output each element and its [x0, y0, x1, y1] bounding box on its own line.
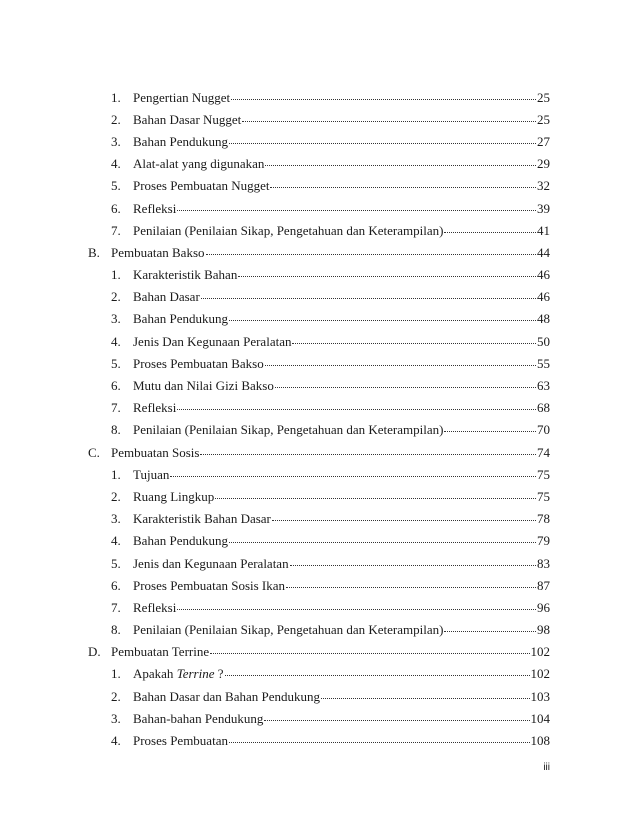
toc-entry-page: 25	[537, 111, 550, 127]
toc-entry	[133, 113, 550, 126]
toc-entry-number: 7.	[111, 599, 121, 615]
toc-entry-row	[0, 219, 638, 241]
toc-entry	[133, 534, 550, 547]
toc-entry-title	[133, 379, 274, 392]
toc-entry-title-text: Proses Pembuatan	[133, 733, 228, 749]
toc-entry-title	[133, 357, 264, 370]
toc-entry-row	[0, 108, 638, 130]
toc-entry-title	[133, 91, 230, 104]
toc-entry-number: 2.	[111, 688, 121, 704]
dot-leader	[231, 99, 536, 100]
toc-entry-number: 4.	[111, 156, 121, 172]
toc-entry-number: 5.	[111, 355, 121, 371]
dot-leader	[229, 742, 530, 743]
toc-entry	[133, 91, 550, 104]
toc-entry-title-text: Penilaian (Penilaian Sikap, Pengetahuan dan Keterampilan)	[133, 622, 444, 638]
toc-entry-title-text: Alat-alat yang digunakan	[133, 156, 265, 172]
toc-entry-row	[0, 463, 638, 485]
toc-entry-title	[133, 490, 214, 503]
toc-entry-number: 1.	[111, 466, 121, 482]
toc-entry-page: 98	[537, 622, 550, 638]
toc-entry-number: 6.	[111, 200, 121, 216]
toc-entry-page: 46	[537, 289, 550, 305]
toc-entry-title-text: Penilaian (Penilaian Sikap, Pengetahuan dan Keterampilan)	[133, 222, 444, 238]
toc-entry-title-suffix: ?	[214, 666, 224, 682]
toc-entry-number: 6.	[111, 577, 121, 593]
toc-entry-page: 27	[537, 133, 550, 149]
toc-entry	[133, 579, 550, 592]
toc-entry-title	[133, 157, 264, 170]
dot-leader	[444, 431, 536, 432]
toc-entry-title-text: Bahan Pendukung	[133, 311, 228, 327]
toc-entry	[133, 423, 550, 436]
toc-entry-number: 2.	[111, 111, 121, 127]
toc-entry-page: 75	[537, 466, 550, 482]
dot-leader	[321, 698, 529, 699]
toc-entry-page: 104	[530, 710, 550, 726]
toc-entry-number: 8.	[111, 622, 121, 638]
toc-entry-title-text: Bahan-bahan Pendukung	[133, 710, 264, 726]
toc-entry-number: 3.	[111, 511, 121, 527]
toc-entry-row	[0, 685, 638, 707]
toc-entry-title	[133, 113, 241, 126]
toc-entry-number: 2.	[111, 289, 121, 305]
toc-entry-number: 7.	[111, 400, 121, 416]
toc-entry-title-text: Karakteristik Bahan Dasar	[133, 511, 271, 527]
toc-entry-row	[0, 530, 638, 552]
toc-entry	[133, 290, 550, 303]
toc-entry-title-text: Pembuatan Sosis	[111, 444, 200, 460]
toc-entry-title-text: Refleksi	[133, 200, 177, 216]
toc-entry-page: 75	[537, 488, 550, 504]
toc-entry-title-text: Bahan Dasar Nugget	[133, 111, 242, 127]
toc-entry-page: 48	[537, 311, 550, 327]
toc-entry-number: 3.	[111, 133, 121, 149]
toc-entry-page: 108	[530, 733, 550, 749]
toc-entry-title-text: Bahan Dasar dan Bahan Pendukung	[133, 688, 321, 704]
toc-entry-title	[133, 712, 263, 725]
toc-entry	[133, 157, 550, 170]
toc-entry-title	[133, 290, 200, 303]
dot-leader	[272, 520, 536, 521]
toc-entry-row	[0, 153, 638, 175]
toc-entry-number: 1.	[111, 666, 121, 682]
toc-entry-row	[0, 374, 638, 396]
toc-entry	[133, 601, 550, 614]
toc-entry-title	[133, 667, 224, 680]
dot-leader	[177, 609, 536, 610]
toc-entry-row	[0, 485, 638, 507]
toc-entry-row	[0, 574, 638, 596]
toc-entry	[133, 734, 550, 747]
toc-entry-row	[0, 197, 638, 219]
toc-entry-title	[133, 690, 320, 703]
toc-entry-number: 6.	[111, 378, 121, 394]
dot-leader	[229, 542, 536, 543]
toc-entry-title-text: Pembuatan Terrine	[111, 644, 210, 660]
toc-entry	[133, 712, 550, 725]
toc-section-row	[0, 441, 638, 463]
toc-entry-page: 102	[530, 644, 550, 660]
toc-entry-title-text: Refleksi	[133, 400, 177, 416]
toc-entry-title	[133, 401, 176, 414]
table-of-contents	[0, 86, 638, 752]
toc-entry-row	[0, 419, 638, 441]
dot-leader	[265, 165, 536, 166]
dot-leader	[170, 476, 536, 477]
toc-entry-page: 79	[537, 533, 550, 549]
toc-entry-title-text: Bahan Dasar	[133, 289, 200, 305]
toc-entry-page: 39	[537, 200, 550, 216]
toc-entry-page: 55	[537, 355, 550, 371]
toc-entry-title-text: Ruang Lingkup	[133, 488, 215, 504]
toc-entry-title	[111, 645, 209, 658]
toc-entry-title	[133, 557, 289, 570]
dot-leader	[210, 653, 529, 654]
toc-entry-title	[133, 224, 443, 237]
dot-leader	[177, 409, 536, 410]
toc-entry-number: 5.	[111, 178, 121, 194]
toc-entry-title	[133, 179, 269, 192]
toc-entry	[133, 667, 550, 680]
toc-entry-number: 4.	[111, 333, 121, 349]
toc-section-row	[0, 241, 638, 263]
toc-section-row	[0, 641, 638, 663]
toc-entry-page: 74	[537, 444, 550, 460]
toc-entry-page: 46	[537, 267, 550, 283]
toc-entry-row	[0, 552, 638, 574]
toc-entry-page: 41	[537, 222, 550, 238]
toc-entry-number: 7.	[111, 222, 121, 238]
toc-entry-page: 68	[537, 400, 550, 416]
toc-entry-title-text: Pembuatan Bakso	[111, 244, 205, 260]
toc-entry-title	[133, 534, 228, 547]
toc-entry-title-text: Bahan Pendukung	[133, 133, 228, 149]
toc-entry-number: 3.	[111, 311, 121, 327]
dot-leader	[200, 454, 536, 455]
dot-leader	[444, 232, 536, 233]
toc-entry-title-text: Proses Pembuatan Bakso	[133, 355, 264, 371]
toc-entry-title-text: Refleksi	[133, 599, 177, 615]
toc-entry-page: 44	[537, 244, 550, 260]
toc-entry	[133, 623, 550, 636]
toc-entry	[133, 224, 550, 237]
toc-entry	[133, 468, 550, 481]
toc-entry-page: 50	[537, 333, 550, 349]
toc-entry	[111, 645, 550, 658]
toc-entry-row	[0, 286, 638, 308]
dot-leader	[206, 254, 536, 255]
toc-entry-title	[133, 202, 176, 215]
toc-entry-row	[0, 397, 638, 419]
toc-entry-title-text: Pengertian Nugget	[133, 89, 231, 105]
toc-entry	[133, 357, 550, 370]
toc-entry-page: 102	[530, 666, 550, 682]
toc-entry-page: 96	[537, 599, 550, 615]
dot-leader	[242, 121, 536, 122]
toc-entry-title-text: Mutu dan Nilai Gizi Bakso	[133, 378, 274, 394]
toc-entry-row	[0, 175, 638, 197]
toc-entry	[133, 490, 550, 503]
toc-entry-row	[0, 508, 638, 530]
toc-entry-title-text: Apakah	[133, 666, 177, 682]
toc-entry-title	[133, 312, 228, 325]
dot-leader	[275, 387, 536, 388]
toc-entry-number: D.	[88, 644, 101, 660]
toc-entry-row	[0, 308, 638, 330]
toc-entry-row	[0, 86, 638, 108]
toc-entry	[133, 135, 550, 148]
toc-entry-page: 83	[537, 555, 550, 571]
dot-leader	[238, 276, 536, 277]
toc-entry	[133, 179, 550, 192]
toc-entry	[111, 246, 550, 259]
dot-leader	[290, 565, 536, 566]
dot-leader	[229, 320, 536, 321]
toc-entry-row	[0, 130, 638, 152]
toc-entry-page: 29	[537, 156, 550, 172]
toc-entry-title	[111, 446, 199, 459]
toc-entry-title-text: Tujuan	[133, 466, 170, 482]
dot-leader	[225, 675, 530, 676]
toc-entry	[133, 312, 550, 325]
toc-entry-title-italic: Terrine	[176, 666, 215, 682]
dot-leader	[292, 343, 536, 344]
toc-entry-title	[133, 512, 271, 525]
dot-leader	[201, 298, 536, 299]
toc-entry-row	[0, 330, 638, 352]
toc-entry-number: B.	[88, 244, 100, 260]
toc-entry-page: 32	[537, 178, 550, 194]
toc-entry-title-text: Bahan Pendukung	[133, 533, 228, 549]
toc-entry	[133, 690, 550, 703]
toc-entry	[133, 557, 550, 570]
toc-entry-title	[133, 468, 169, 481]
toc-entry-page: 103	[530, 688, 550, 704]
page-number: iii	[543, 762, 550, 773]
toc-entry	[133, 379, 550, 392]
toc-entry	[133, 335, 550, 348]
toc-entry-number: 1.	[111, 267, 121, 283]
toc-entry-row	[0, 707, 638, 729]
toc-entry-row	[0, 264, 638, 286]
toc-entry-title	[133, 423, 443, 436]
toc-entry-number: 1.	[111, 89, 121, 105]
toc-entry	[111, 446, 550, 459]
toc-entry-title-text: Penilaian (Penilaian Sikap, Pengetahuan dan Keterampilan)	[133, 422, 444, 438]
toc-entry-title	[133, 268, 237, 281]
toc-entry-row	[0, 352, 638, 374]
toc-entry-number: 4.	[111, 733, 121, 749]
toc-entry-row	[0, 663, 638, 685]
toc-entry-title	[133, 335, 291, 348]
toc-entry-number: 2.	[111, 488, 121, 504]
toc-entry-title	[133, 734, 228, 747]
dot-leader	[215, 498, 536, 499]
toc-entry-row	[0, 596, 638, 618]
dot-leader	[264, 720, 529, 721]
toc-entry-title	[133, 135, 228, 148]
toc-entry-number: 8.	[111, 422, 121, 438]
toc-entry-title	[133, 601, 176, 614]
toc-entry-title	[133, 623, 443, 636]
toc-entry	[133, 202, 550, 215]
toc-entry-number: C.	[88, 444, 100, 460]
toc-entry	[133, 401, 550, 414]
dot-leader	[286, 587, 536, 588]
dot-leader	[265, 365, 536, 366]
toc-entry-page: 78	[537, 511, 550, 527]
toc-entry-page: 87	[537, 577, 550, 593]
toc-entry-title-text: Proses Pembuatan Sosis Ikan	[133, 577, 286, 593]
toc-entry-title	[111, 246, 205, 259]
toc-entry-title-text: Jenis dan Kegunaan Peralatan	[133, 555, 289, 571]
toc-entry-number: 5.	[111, 555, 121, 571]
toc-entry-page: 63	[537, 378, 550, 394]
toc-entry-number: 3.	[111, 710, 121, 726]
toc-entry	[133, 268, 550, 281]
dot-leader	[270, 187, 536, 188]
toc-entry	[133, 512, 550, 525]
toc-entry-title-text: Jenis Dan Kegunaan Peralatan	[133, 333, 292, 349]
toc-entry-page: 25	[537, 89, 550, 105]
dot-leader	[177, 210, 536, 211]
toc-entry-number: 4.	[111, 533, 121, 549]
toc-entry-title-text: Karakteristik Bahan	[133, 267, 238, 283]
dot-leader	[444, 631, 536, 632]
toc-entry-title	[133, 579, 285, 592]
dot-leader	[229, 143, 536, 144]
toc-entry-title-text: Proses Pembuatan Nugget	[133, 178, 270, 194]
toc-entry-page: 70	[537, 422, 550, 438]
toc-entry-row	[0, 619, 638, 641]
toc-entry-row	[0, 729, 638, 751]
